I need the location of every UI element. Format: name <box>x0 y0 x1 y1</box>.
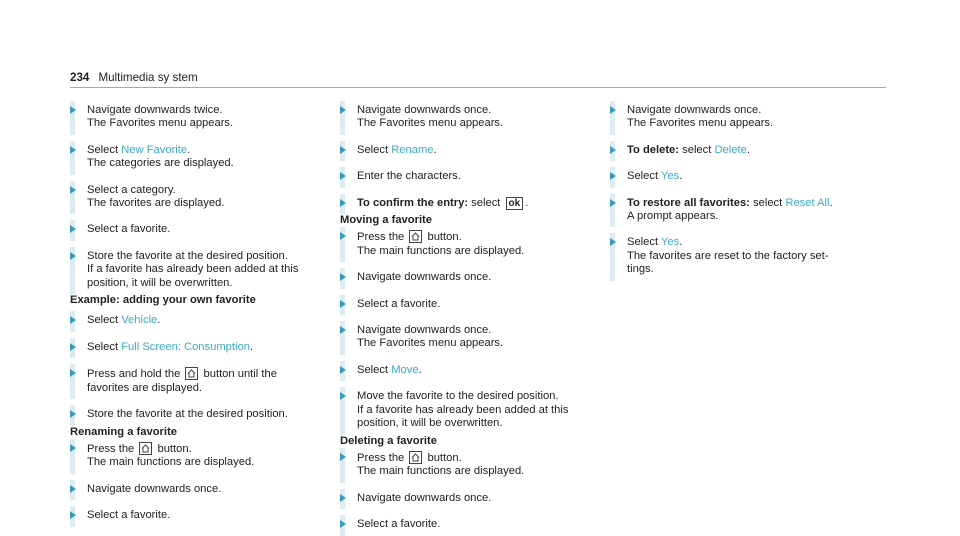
step <box>70 104 310 131</box>
step-text: Navigate downwards once. <box>357 104 492 116</box>
step <box>340 324 580 351</box>
section-heading: Deleting a favorite <box>340 434 437 447</box>
step-text: Select a favorite. <box>87 223 171 236</box>
column-1 <box>70 104 310 527</box>
arrow-icon <box>340 273 346 281</box>
step <box>70 483 310 496</box>
step-text: Navigate downwards once. <box>87 482 222 495</box>
page-number: 234 <box>70 71 90 84</box>
step-text: The Favorites menu appears. <box>357 117 504 130</box>
arrow-icon <box>70 316 76 324</box>
step <box>70 367 310 395</box>
arrow-icon <box>70 252 76 260</box>
arrow-icon <box>610 106 616 114</box>
step <box>340 271 580 284</box>
step-text: The main functions are displayed. <box>357 465 525 478</box>
step-text: tings. <box>627 263 654 276</box>
arrow-icon <box>340 172 346 180</box>
step <box>70 408 310 421</box>
step <box>610 104 850 131</box>
step-text: The Favorites menu appears. <box>627 117 774 130</box>
section-heading: Example: adding your own favorite <box>70 294 256 307</box>
step <box>70 184 310 211</box>
arrow-icon <box>340 366 346 374</box>
step-text: Select Vehicle. <box>87 314 161 327</box>
column-3 <box>610 104 850 281</box>
step-text: Select Yes. <box>627 236 683 249</box>
step-text: The Favorites menu appears. <box>87 117 234 130</box>
arrow-icon <box>340 453 346 461</box>
step-text: If a favorite has already been added at this <box>357 403 569 416</box>
page-title: Multimedia sy stem <box>98 71 198 84</box>
step-text: Enter the characters. <box>357 170 461 183</box>
arrow-icon <box>340 494 346 502</box>
menu-item-reset-all: Reset All <box>785 196 830 209</box>
arrow-icon <box>610 238 616 246</box>
step-text: Select New Favorite. <box>87 143 191 156</box>
step <box>340 144 580 157</box>
step <box>70 442 310 470</box>
step-text: Select Move. <box>357 363 422 376</box>
arrow-icon <box>70 186 76 194</box>
section-heading: Renaming a favorite <box>70 425 177 438</box>
ok-icon: ok <box>506 197 524 210</box>
step-text: Navigate downwards twice. <box>87 104 223 116</box>
step-text: The favorites are displayed. <box>87 197 225 210</box>
step-text: Press the button. <box>87 442 192 455</box>
arrow-icon <box>70 410 76 418</box>
arrow-icon <box>610 172 616 180</box>
step-text: Navigate downwards once. <box>357 491 492 504</box>
arrow-icon <box>340 199 346 207</box>
menu-item-new-favorite: New Favorite <box>121 143 188 156</box>
step <box>610 170 850 183</box>
page-header <box>70 71 198 85</box>
step <box>610 236 850 276</box>
step <box>340 492 580 505</box>
step-text: The favorites are reset to the factory set- <box>627 249 829 262</box>
step <box>340 197 580 210</box>
home-icon <box>185 367 198 380</box>
step-text: If a favorite has already been added at this <box>87 263 299 276</box>
arrow-icon <box>70 511 76 519</box>
step <box>340 451 580 479</box>
home-icon <box>409 230 422 243</box>
step-text: Select Yes. <box>627 170 683 183</box>
step-text: position, it will be overwritten. <box>87 276 233 289</box>
step <box>70 509 310 522</box>
menu-item-delete: Delete <box>714 143 747 156</box>
step-text: position, it will be overwritten. <box>357 417 503 430</box>
step <box>70 223 310 236</box>
arrow-icon <box>340 300 346 308</box>
step-text: Select Rename. <box>357 143 437 156</box>
menu-item-yes: Yes <box>661 236 680 249</box>
arrow-icon <box>340 146 346 154</box>
step <box>340 390 580 430</box>
step-text: To restore all favorites: select Reset All. <box>627 196 833 209</box>
arrow-icon <box>340 520 346 528</box>
step <box>610 197 850 224</box>
step-text: The Favorites menu appears. <box>357 337 504 350</box>
arrow-icon <box>70 225 76 233</box>
menu-item-yes: Yes <box>661 170 680 183</box>
arrow-icon <box>340 326 346 334</box>
step-text: A prompt appears. <box>627 210 719 223</box>
menu-item-full-screen-consumption: Full Screen: Consumption <box>121 340 250 353</box>
step <box>70 314 310 327</box>
arrow-icon <box>70 146 76 154</box>
step-text: Select Full Screen: Consumption. <box>87 340 254 353</box>
step-text: The main functions are displayed. <box>357 244 525 257</box>
step-text: Store the favorite at the desired position. <box>87 408 288 421</box>
step-text: Navigate downwards once. <box>627 104 762 116</box>
arrow-icon <box>70 485 76 493</box>
step-text: Select a favorite. <box>357 518 441 531</box>
step-text: favorites are displayed. <box>87 381 203 394</box>
step-text: Select a favorite. <box>87 509 171 522</box>
arrow-icon <box>610 146 616 154</box>
step <box>70 341 310 354</box>
step <box>340 230 580 258</box>
step <box>70 250 310 290</box>
home-icon <box>409 451 422 464</box>
menu-item-vehicle: Vehicle <box>121 314 158 327</box>
header-rule <box>70 87 886 88</box>
arrow-icon <box>70 343 76 351</box>
step <box>340 518 580 531</box>
step-text: Navigate downwards once. <box>357 271 492 284</box>
column-2 <box>340 104 580 536</box>
step-text: To confirm the entry: select ok . <box>357 196 529 209</box>
step-text: Select a favorite. <box>357 297 441 310</box>
arrow-icon <box>340 392 346 400</box>
arrow-icon <box>340 106 346 114</box>
section-heading: Moving a favorite <box>340 214 433 227</box>
menu-item-rename: Rename <box>391 143 434 156</box>
step-text: Press the button. <box>357 231 462 244</box>
arrow-icon <box>70 106 76 114</box>
step <box>70 144 310 171</box>
step-text: Press and hold the button until the <box>87 368 277 381</box>
step <box>340 104 580 131</box>
arrow-icon <box>340 232 346 240</box>
step <box>610 144 850 157</box>
step-text: Navigate downwards once. <box>357 324 492 337</box>
arrow-icon <box>610 199 616 207</box>
step-text: To delete: select Delete. <box>627 143 750 156</box>
step-text: Press the button. <box>357 451 462 464</box>
step-text: The main functions are displayed. <box>87 456 255 469</box>
arrow-icon <box>70 369 76 377</box>
step-text: Move the favorite to the desired position. <box>357 390 559 403</box>
step <box>340 298 580 311</box>
home-icon <box>139 442 152 455</box>
step <box>340 364 580 377</box>
arrow-icon <box>70 444 76 452</box>
step-text: Store the favorite at the desired position. <box>87 249 288 262</box>
step-text: The categories are displayed. <box>87 157 234 170</box>
step-text: Select a category. <box>87 183 176 196</box>
step <box>340 170 580 183</box>
menu-item-move: Move <box>391 363 419 376</box>
